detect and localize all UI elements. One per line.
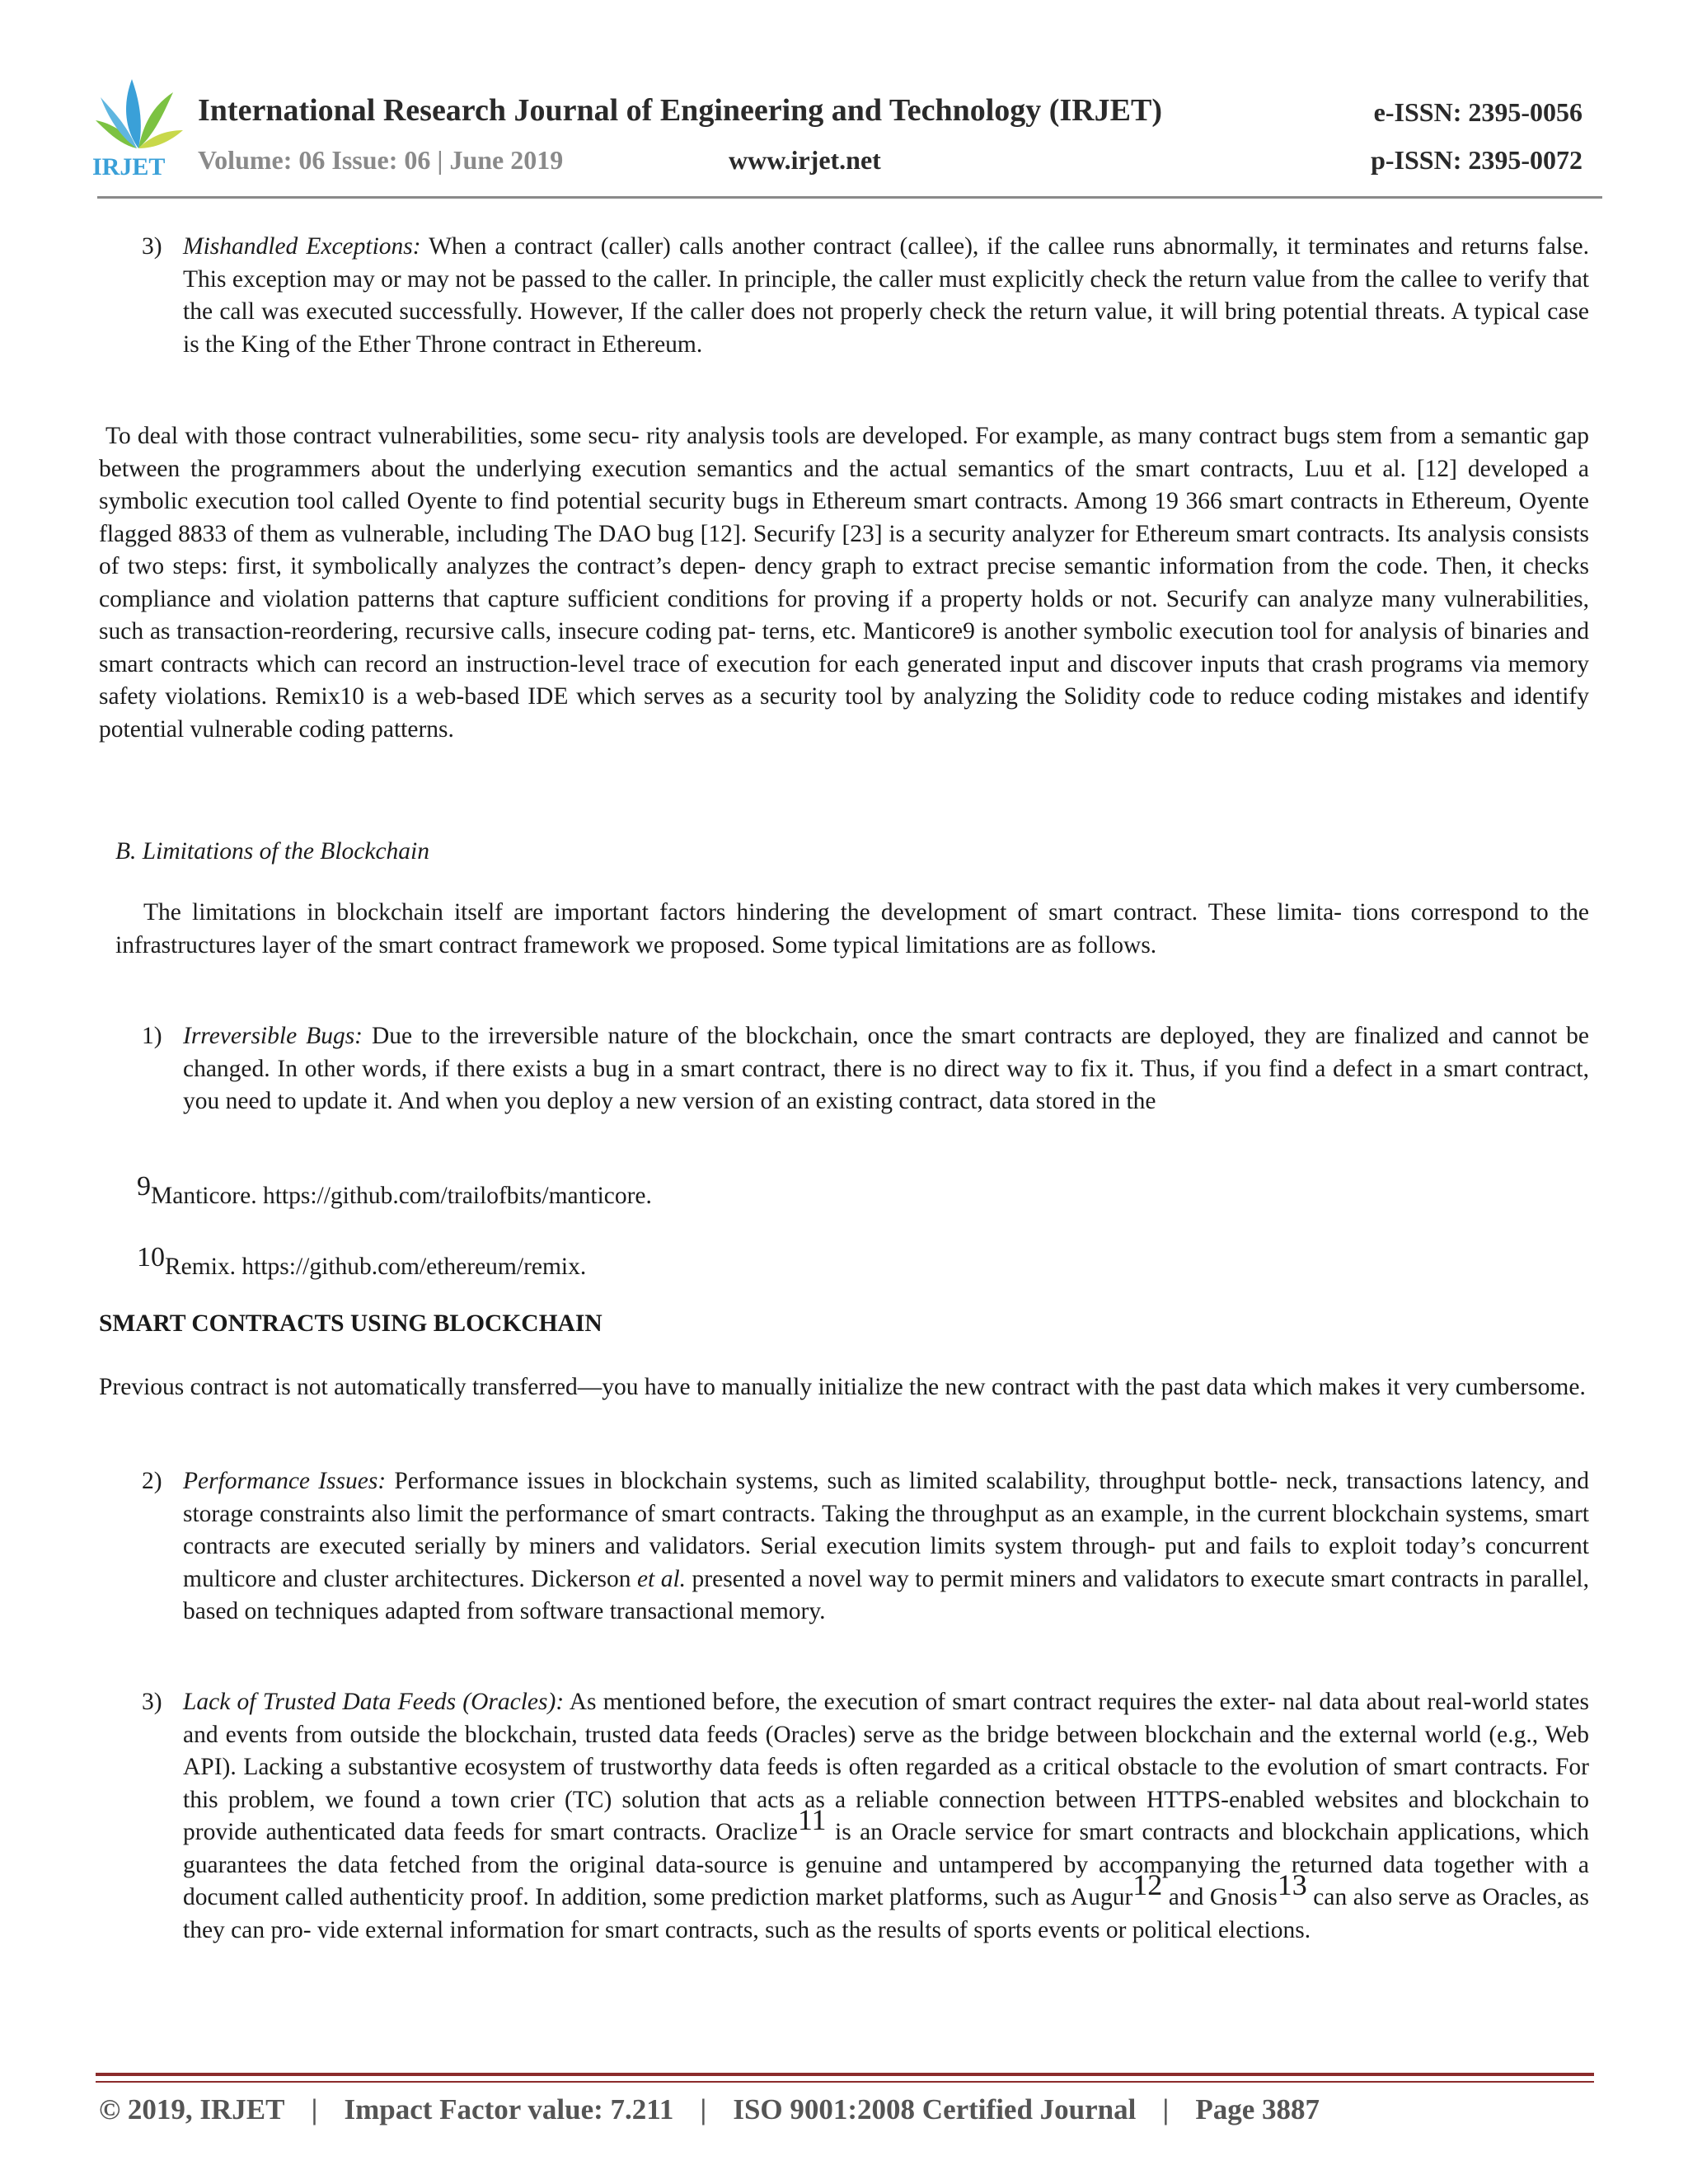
- footer-rule-thin: [96, 2081, 1594, 2083]
- footer-impact-factor: Impact Factor value: 7.211: [344, 2093, 674, 2125]
- footnote-ref-12: 12: [1132, 1868, 1163, 1901]
- footnote-mark: 10: [137, 1242, 165, 1272]
- footnote-ref-13: 13: [1277, 1868, 1307, 1901]
- irreversible-bugs-item: [183, 1020, 1589, 1118]
- performance-issues-item: [183, 1465, 1589, 1629]
- item-title: Performance Issues:: [183, 1468, 387, 1494]
- footer-copyright: © 2019, IRJET: [99, 2093, 285, 2125]
- journal-website: www.irjet.net: [729, 145, 881, 175]
- item-number: 3): [142, 1689, 162, 1715]
- page-footer: [99, 2093, 1320, 2126]
- previous-contract-paragraph: Previous contract is not automatically transferred—you have to manually initialize the new contract with the past data which makes it very cumbersome.: [99, 1374, 1586, 1400]
- footnote-text: Manticore. https://github.com/trailofbits/manticore.: [151, 1183, 652, 1209]
- item-title: Mishandled Exceptions:: [183, 233, 421, 260]
- irjet-logo: [92, 73, 185, 178]
- item-text: is an Oracle service for smart contracts and blockchain applications, which guarantees the data fetched from the original data-source is genuine and untampered by accompanying the returned data together with a document called authenticity proof. In addition, some prediction market platforms, such as Augur: [183, 1819, 1589, 1910]
- item-number: 2): [142, 1468, 162, 1494]
- footer-separator: |: [700, 2093, 707, 2125]
- footnote-10: [137, 1242, 1538, 1284]
- header-divider: [97, 196, 1602, 199]
- journal-title: International Research Journal of Engineering and Technology (IRJET): [198, 93, 1163, 128]
- item-text: When a contract (caller) calls another contract (callee), if the callee runs abnormally, it terminates and returns false. This exception may or may not be passed to the caller. In principle, the caller must explicitly check the return value from the callee to verify that the call was executed successfully. However, If the caller does not properly check the return value, it will bring potential threats. A typical case is the King of the Ether Throne contract in Ethereum.: [183, 233, 1589, 358]
- oracles-item: [183, 1686, 1589, 1947]
- footnote-text: Remix. https://github.com/ethereum/remix.: [165, 1254, 587, 1280]
- item-number: 1): [142, 1023, 162, 1049]
- footer-iso: ISO 9001:2008 Certified Journal: [733, 2093, 1137, 2125]
- footer-separator: |: [311, 2093, 318, 2125]
- section-heading: SMART CONTRACTS USING BLOCKCHAIN: [99, 1310, 603, 1337]
- item-text: Due to the irreversible nature of the blockchain, once the smart contracts are deployed, they are finalized and cannot be changed. In other words, if there exists a bug in a smart contract, there is no direct way to fix it. Thus, if you find a defect in a smart contract, you need to update it. And when you deploy a new version of an existing contract, data stored in the: [183, 1023, 1589, 1114]
- volume-issue: Volume: 06 Issue: 06 | June 2019: [198, 145, 564, 175]
- footer-rule-thick: [96, 2073, 1594, 2076]
- item-title: Irreversible Bugs:: [183, 1023, 363, 1049]
- subsection-heading-b: [115, 836, 1517, 869]
- leaf-icon: [96, 79, 183, 148]
- et-al: et al.: [636, 1565, 687, 1592]
- item-title: Lack of Trusted Data Feeds (Oracles):: [183, 1689, 565, 1715]
- item-text: presented a novel way to permit miners and validators to execute smart contracts in parallel, based on techniques adapted from software transactional memory.: [183, 1565, 1589, 1624]
- footer-page-number: Page 3887: [1195, 2093, 1320, 2125]
- e-issn: e-ISSN: 2395-0056: [1373, 97, 1582, 127]
- footnote-ref-11: 11: [797, 1803, 827, 1836]
- subsection-title: B. Limitations of the Blockchain: [115, 838, 429, 865]
- footnote-9: [137, 1171, 1538, 1213]
- logo-text: IRJET: [92, 153, 166, 178]
- item-text: can also serve as Oracles, as they can pro- vide external information for smart contracts, such as the results of sports events or political elections.: [183, 1884, 1589, 1943]
- footer-separator: |: [1162, 2093, 1170, 2125]
- item-number: 3): [142, 233, 162, 260]
- limitations-paragraph: The limitations in blockchain itself are important factors hindering the development of smart contract. These limita- tions correspond to the infrastructures layer of the smart contract framework we proposed. Some typical limitations are as follows.: [115, 899, 1589, 958]
- item-text: As mentioned before, the execution of smart contract requires the exter- nal data about real-world states and events from outside the blockchain, trusted data feeds (Oracles) serve as the bridge between blockchain and the external world (e.g., Web API). Lacking a substantive ecosystem of trustworthy data feeds is often regarded as a critical obstacle to the evolution of smart contracts. For this problem, we found a town crier (TC) solution that acts as a reliable connection between HTTPS-enabled websites and blockchain to provide authenticated data feeds for smart contracts. Oraclize: [183, 1689, 1590, 1845]
- item-text: Performance issues in blockchain systems, such as limited scalability, throughput bottle- neck, transactions latency, and storage constraints also limit the performance of smart contracts. Taking the throughput as an example, in the current blockchain systems, smart contracts are executed serially by miners and validators. Serial execution limits system through- put and fails to exploit today’s concurrent multicore and cluster architectures. Dickerson: [183, 1468, 1589, 1592]
- security-tools-paragraph: To deal with those contract vulnerabilities, some secu- rity analysis tools are developed. For example, as many contract bugs stem from a semantic gap between the programmers about the underlying execution semantics and the actual semantics of the smart contracts, Luu et al. [12] developed a symbolic execution tool called Oyente to find potential security bugs in Ethereum smart contracts. Among 19 366 smart contracts in Ethereum, Oyente flagged 8833 of them as vulnerable, including The DAO bug [12]. Securify [23] is a security analyzer for Ethereum smart contracts. Its analysis consists of two steps: first, it symbolically analyzes the contract’s depen- dency graph to extract precise semantic information from the code. Then, it checks compliance and violation patterns that capture sufficient conditions for proving if a property holds or not. Securify can analyze many vulnerabilities, such as transaction-reordering, recursive calls, insecure coding pat- terns, etc. Manticore9 is another symbolic execution tool for analysis of binaries and smart contracts which can record an instruction-level trace of execution for each generated input and discover inputs that crash programs via memory safety violations. Remix10 is a web-based IDE which serves as a security tool by analyzing the Solidity code to reduce coding mistakes and identify potential vulnerable coding patterns.: [99, 423, 1589, 743]
- mishandled-exceptions-item: [183, 231, 1589, 361]
- footnote-mark: 9: [137, 1171, 151, 1202]
- p-issn: p-ISSN: 2395-0072: [1371, 145, 1582, 175]
- item-text: and Gnosis: [1162, 1884, 1278, 1910]
